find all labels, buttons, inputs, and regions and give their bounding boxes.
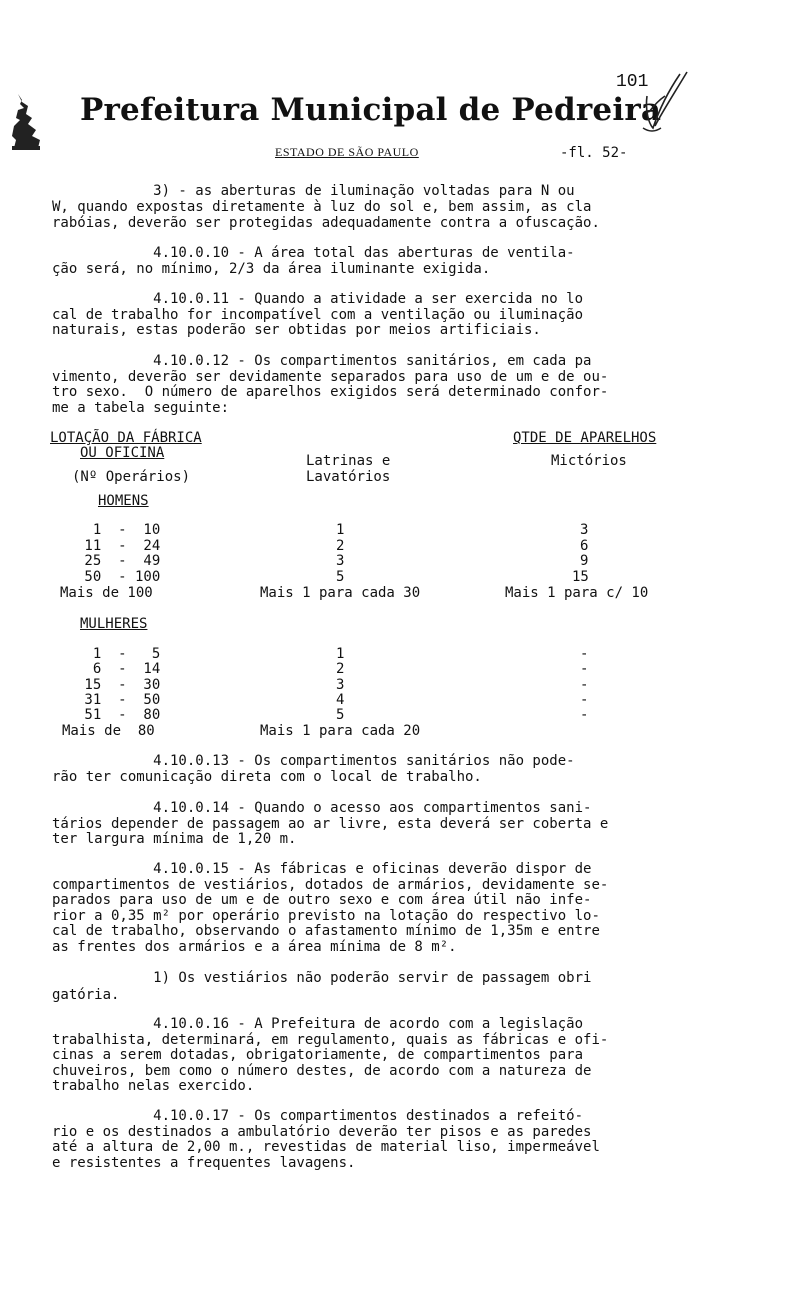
text-line: me a tabela seguinte: [52,400,230,416]
col-header-lotacao: LOTAÇÃO DA FÁBRICA [50,430,202,446]
text-line: rão ter comunicação direta com o local de trabalho. [52,769,482,785]
mictorios-cell: 6 [580,538,589,554]
text-line: 4.10.0.16 - A Prefeitura de acordo com a legislação [52,1016,584,1032]
text-line: e resistentes a frequentes lavagens. [52,1155,356,1171]
mictorios-cell: 3 [580,522,589,538]
mictorios-cell: - [580,692,589,708]
text-line: rabóias, deverão ser protegidas adequadamente contra a ofuscação. [52,215,600,231]
text-line: chuveiros, bem como o número destes, de acordo com a natureza de [52,1063,592,1079]
text-line: naturais, estas poderão ser obtidas por meios artificiais. [52,322,541,338]
latrinas-cell: 3 [336,677,345,693]
state-subtitle: ESTADO DE SÃO PAULO [275,145,419,159]
latrinas-cell: 2 [336,661,345,677]
range-cell: Mais de 80 [62,723,155,739]
latrinas-cell: 1 [336,522,345,538]
text-line: as frentes dos armários e a área mínima de 8 m². [52,939,457,955]
latrinas-cell: 5 [336,707,345,723]
text-line: rio e os destinados a ambulatório deverão ter pisos e as paredes [52,1124,592,1140]
text-line: cal de trabalho, observando o afastamento mínimo de 1,35m e entre [52,923,600,939]
latrinas-cell: Mais 1 para cada 20 [260,723,421,739]
text-line: tários depender de passagem ao ar livre, esta deverá ser coberta e [52,816,609,832]
col-header-latrinas: Latrinas e [306,453,391,469]
mictorios-cell: - [580,646,589,662]
municipal-crest-icon [10,92,42,152]
folio-number: -fl. 52- [560,145,628,161]
text-line: trabalho nelas exercido. [52,1078,255,1094]
range-cell: 25 - 49 [76,553,161,569]
text-line: parados para uso de um e de outro sexo e com área útil não infe- [52,892,592,908]
range-cell: 50 - 100 [76,569,161,585]
text-line: 4.10.0.17 - Os compartimentos destinados a refeitó- [52,1108,584,1124]
mictorios-cell: 15 [572,569,589,585]
latrinas-cell: Mais 1 para cada 30 [260,585,421,601]
mictorios-cell: 9 [580,553,589,569]
text-line: 1) Os vestiários não poderão servir de passagem obri [52,970,592,986]
range-cell: 11 - 24 [76,538,161,554]
range-cell: 1 - 10 [76,522,161,538]
range-cell: 6 - 14 [76,661,161,677]
page-title: Prefeitura Municipal de Pedreira [80,92,662,128]
text-line: 4.10.0.10 - A área total das aberturas de ventila- [52,245,575,261]
range-cell: 31 - 50 [76,692,161,708]
mictorios-cell: - [580,707,589,723]
text-line: até a altura de 2,00 m., revestidas de material liso, impermeável [52,1139,600,1155]
text-line: tro sexo. O número de aparelhos exigidos será determinado confor- [52,384,609,400]
col-header-lavatorios: Lavatórios [306,469,391,485]
mictorios-cell: - [580,661,589,677]
text-line: 4.10.0.13 - Os compartimentos sanitários não pode- [52,753,575,769]
text-line: gatória. [52,987,120,1003]
text-line: trabalhista, determinará, em regulamento, quais as fábricas e ofi- [52,1032,609,1048]
text-line: ção será, no mínimo, 2/3 da área iluminante exigida. [52,261,491,277]
mictorios-cell: Mais 1 para c/ 10 [505,585,649,601]
col-header-qtde: QTDE DE APARELHOS [513,430,657,446]
text-line: vimento, deverão ser devidamente separados para uso de um e de ou- [52,369,609,385]
latrinas-cell: 2 [336,538,345,554]
text-line: 4.10.0.14 - Quando o acesso aos compartimentos sani- [52,800,592,816]
section-mulheres: MULHERES [80,616,148,632]
handwritten-page-number: 101 [616,72,649,92]
text-line: cal de trabalho for incompatível com a ventilação ou iluminação [52,307,584,323]
text-line: 4.10.0.12 - Os compartimentos sanitários, em cada pa [52,353,592,369]
text-line: 3) - as aberturas de iluminação voltadas para N ou [52,183,575,199]
text-line: 4.10.0.15 - As fábricas e oficinas deverão dispor de [52,861,592,877]
text-line: compartimentos de vestiários, dotados de armários, devidamente se- [52,877,609,893]
handwritten-initials-signature [635,66,695,136]
latrinas-cell: 4 [336,692,345,708]
section-homens: HOMENS [98,493,149,509]
latrinas-cell: 1 [336,646,345,662]
range-cell: 51 - 80 [76,707,161,723]
latrinas-cell: 3 [336,553,345,569]
range-cell: Mais de 100 [60,585,153,601]
text-line: rior a 0,35 m² por operário previsto na lotação do respectivo lo- [52,908,600,924]
latrinas-cell: 5 [336,569,345,585]
text-line: ter largura mínima de 1,20 m. [52,831,297,847]
mictorios-cell: - [580,677,589,693]
text-line: cinas a serem dotadas, obrigatoriamente, de compartimentos para [52,1047,584,1063]
col-header-oficina: OU OFICINA [80,445,165,461]
text-line: 4.10.0.11 - Quando a atividade a ser exercida no lo [52,291,584,307]
col-header-mictorios: Mictórios [551,453,627,469]
text-line: W, quando expostas diretamente à luz do sol e, bem assim, as cla [52,199,592,215]
range-cell: 15 - 30 [76,677,161,693]
range-cell: 1 - 5 [76,646,161,662]
col-header-operarios: (Nº Operários) [72,469,191,485]
